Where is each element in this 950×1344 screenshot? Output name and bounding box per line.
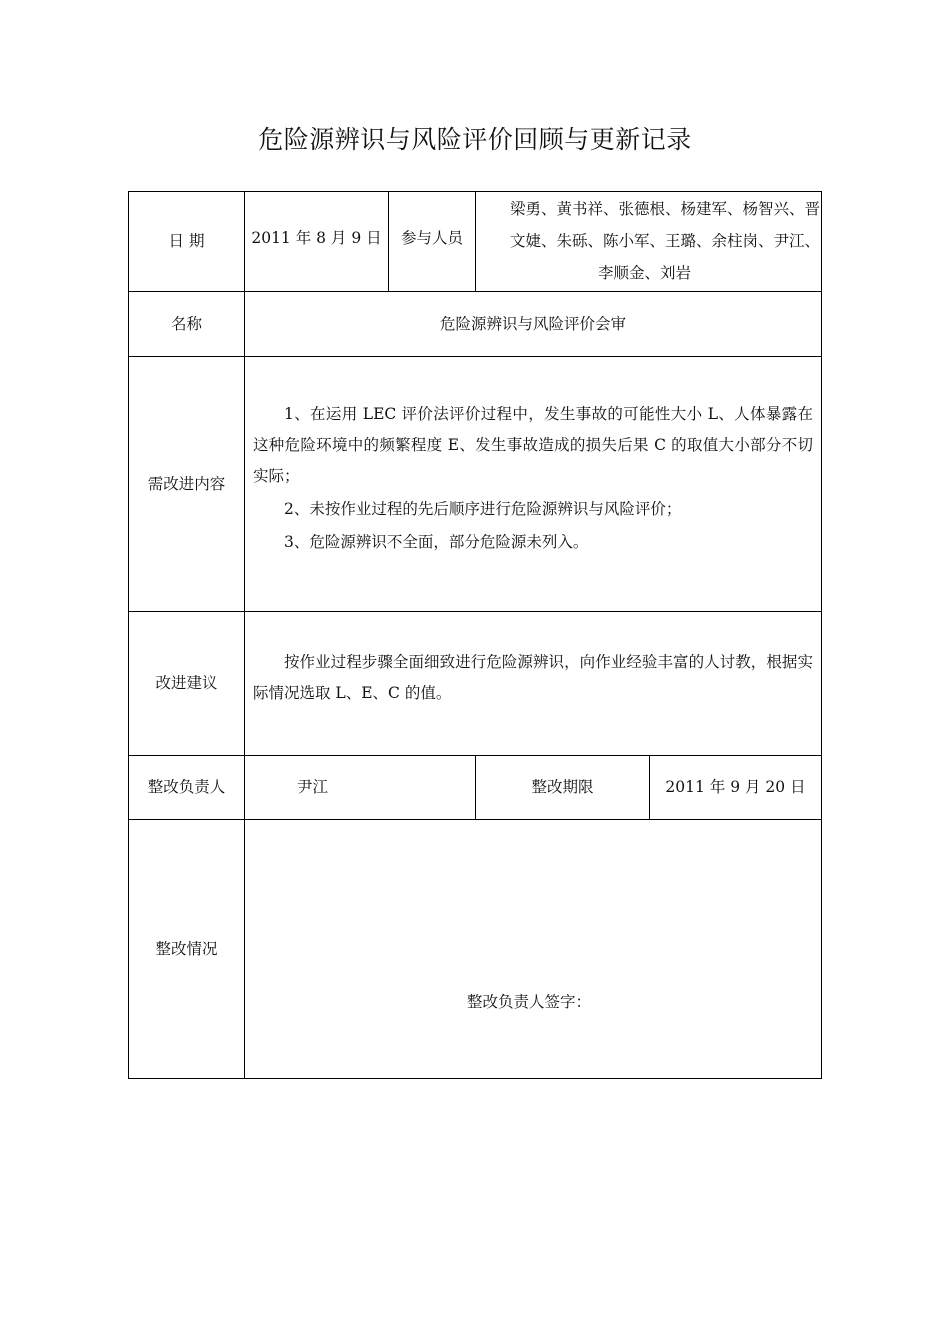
signature-label: 整改负责人签字： — [467, 993, 592, 1011]
name-value: 危险源辨识与风险评价会审 — [439, 314, 626, 333]
deadline-value: 2011 年 9 月 20 日 — [665, 778, 806, 797]
participants-list — [480, 193, 820, 289]
owner-value: 尹江 — [297, 778, 329, 797]
date-value: 2011 年 8 月 9 日 — [251, 229, 382, 247]
participants-line: 文婕、朱砾、陈小军、王璐、余柱岗、尹江、 — [509, 232, 820, 250]
date-label-cell — [128, 191, 245, 292]
deadline-label-cell — [475, 755, 650, 820]
participants-line: 李顺金、刘岩 — [598, 264, 692, 282]
name-label-cell — [128, 291, 245, 357]
suggest-text-block — [253, 647, 813, 709]
participants-label-cell — [388, 191, 476, 292]
status-content-cell — [244, 819, 822, 1079]
name-value-cell — [244, 291, 822, 357]
participants-line: 梁勇、黄书祥、张德根、杨建军、杨智兴、晋 — [509, 200, 820, 218]
suggest-label: 改进建议 — [155, 674, 218, 693]
date-value-cell — [244, 191, 389, 292]
owner-label-cell — [128, 755, 245, 820]
date-label: 日 期 — [168, 232, 205, 251]
deadline-value-cell — [649, 755, 822, 820]
participants-label: 参与人员 — [400, 229, 463, 247]
suggest-text: 按作业过程步骤全面细致进行危险源辨识，向作业经验丰富的人讨教，根据实际情况选取 L、E、C 的值。 — [253, 653, 813, 702]
name-label: 名称 — [170, 314, 202, 333]
status-label: 整改情况 — [155, 939, 218, 958]
deadline-label: 整改期限 — [531, 778, 594, 797]
improve-label-cell — [128, 356, 245, 612]
improve-items — [253, 399, 813, 558]
owner-label: 整改负责人 — [147, 778, 226, 797]
status-label-cell — [128, 819, 245, 1079]
improve-item: 2、未按作业过程的先后顺序进行危险源辨识与风险评价； — [284, 500, 682, 518]
owner-value-cell — [244, 755, 476, 820]
suggest-label-cell — [128, 611, 245, 756]
improve-item: 3、危险源辨识不全面，部分危险源未列入。 — [284, 533, 589, 551]
improve-label: 需改进内容 — [147, 474, 226, 493]
improve-item: 1、在运用 LEC 评价法评价过程中，发生事故的可能性大小 L、人体暴露在这种危险环境中的频繁程度 E、发生事故造成的损失后果 C 的取值大小部分不切实际； — [253, 405, 813, 485]
document-title: 危险源辨识与风险评价回顾与更新记录 — [258, 125, 692, 154]
